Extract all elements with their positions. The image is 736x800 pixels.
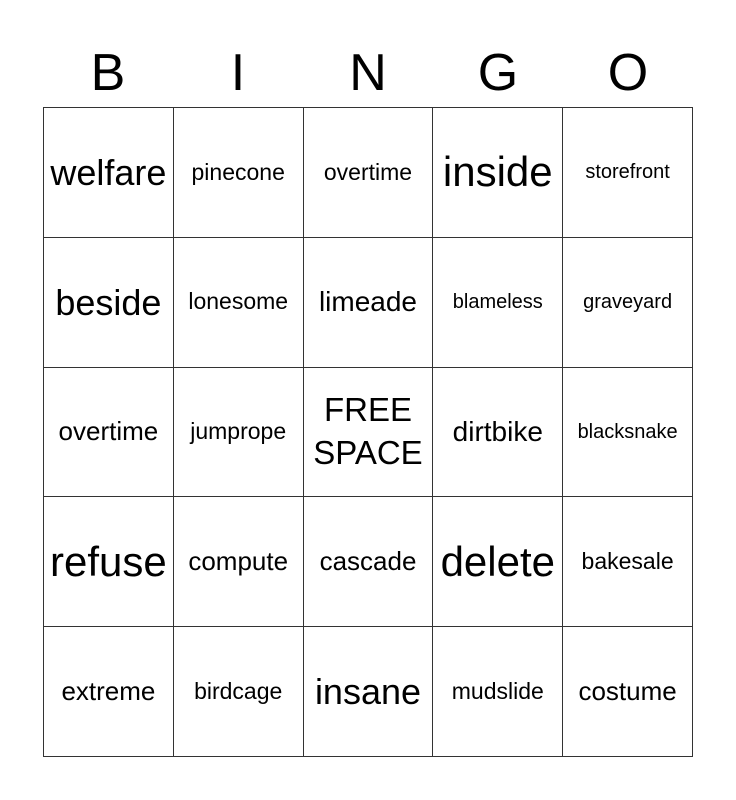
- cell-word: jumprope: [190, 418, 287, 445]
- header-letter-b: B: [90, 44, 126, 102]
- bingo-cell: [174, 108, 304, 238]
- cell-word: dirtbike: [452, 416, 543, 448]
- cell-word: mudslide: [451, 677, 544, 704]
- cell-word: birdcage: [194, 677, 283, 704]
- bingo-cell: [563, 627, 693, 757]
- bingo-cell: [433, 238, 563, 368]
- bingo-cell: [304, 238, 434, 368]
- header-letter-o: O: [607, 44, 649, 102]
- cell-word: refuse: [50, 537, 167, 585]
- cell-word: extreme: [61, 676, 156, 706]
- header-letter-i: I: [230, 44, 246, 102]
- bingo-cell: [174, 368, 304, 498]
- bingo-cell: [563, 497, 693, 627]
- cell-word: delete: [440, 537, 555, 585]
- cell-word: bakesale: [581, 547, 674, 574]
- cell-word: overtime: [58, 416, 159, 447]
- header-letter-n: N: [349, 44, 387, 102]
- cell-word: limeade: [318, 286, 418, 318]
- bingo-cell: [44, 108, 174, 238]
- bingo-cell: [433, 627, 563, 757]
- bingo-header: [43, 40, 693, 106]
- cell-word: overtime: [323, 158, 413, 185]
- bingo-cell: [44, 368, 174, 498]
- cell-word: pinecone: [191, 158, 285, 185]
- bingo-cell: [304, 108, 434, 238]
- cell-word: graveyard: [583, 291, 673, 314]
- bingo-cell: [44, 627, 174, 757]
- bingo-cell: [174, 627, 304, 757]
- bingo-cell: [174, 497, 304, 627]
- header-letter-g: G: [477, 44, 519, 102]
- bingo-cell: [433, 108, 563, 238]
- free-space-label: FREE SPACE: [313, 391, 423, 471]
- cell-word: costume: [578, 676, 677, 706]
- cell-word: blameless: [452, 291, 543, 314]
- bingo-cell: [304, 627, 434, 757]
- cell-word: cascade: [319, 546, 417, 577]
- bingo-cell: [174, 238, 304, 368]
- bingo-cell: [433, 497, 563, 627]
- bingo-cell: [563, 108, 693, 238]
- cell-word: lonesome: [188, 288, 289, 315]
- cell-word: blacksnake: [577, 420, 678, 443]
- cell-word: insane: [314, 671, 422, 712]
- bingo-cell: [563, 368, 693, 498]
- bingo-cell: [44, 497, 174, 627]
- cell-word: welfare: [50, 151, 167, 193]
- cell-word: inside: [442, 148, 553, 196]
- bingo-board: [43, 107, 693, 757]
- cell-word: compute: [188, 546, 289, 577]
- bingo-cell: [44, 238, 174, 368]
- bingo-cell: [304, 497, 434, 627]
- bingo-cell: [563, 238, 693, 368]
- free-space-cell: [304, 368, 434, 498]
- cell-word: storefront: [585, 161, 670, 184]
- cell-word: beside: [55, 281, 162, 323]
- bingo-cell: [433, 368, 563, 498]
